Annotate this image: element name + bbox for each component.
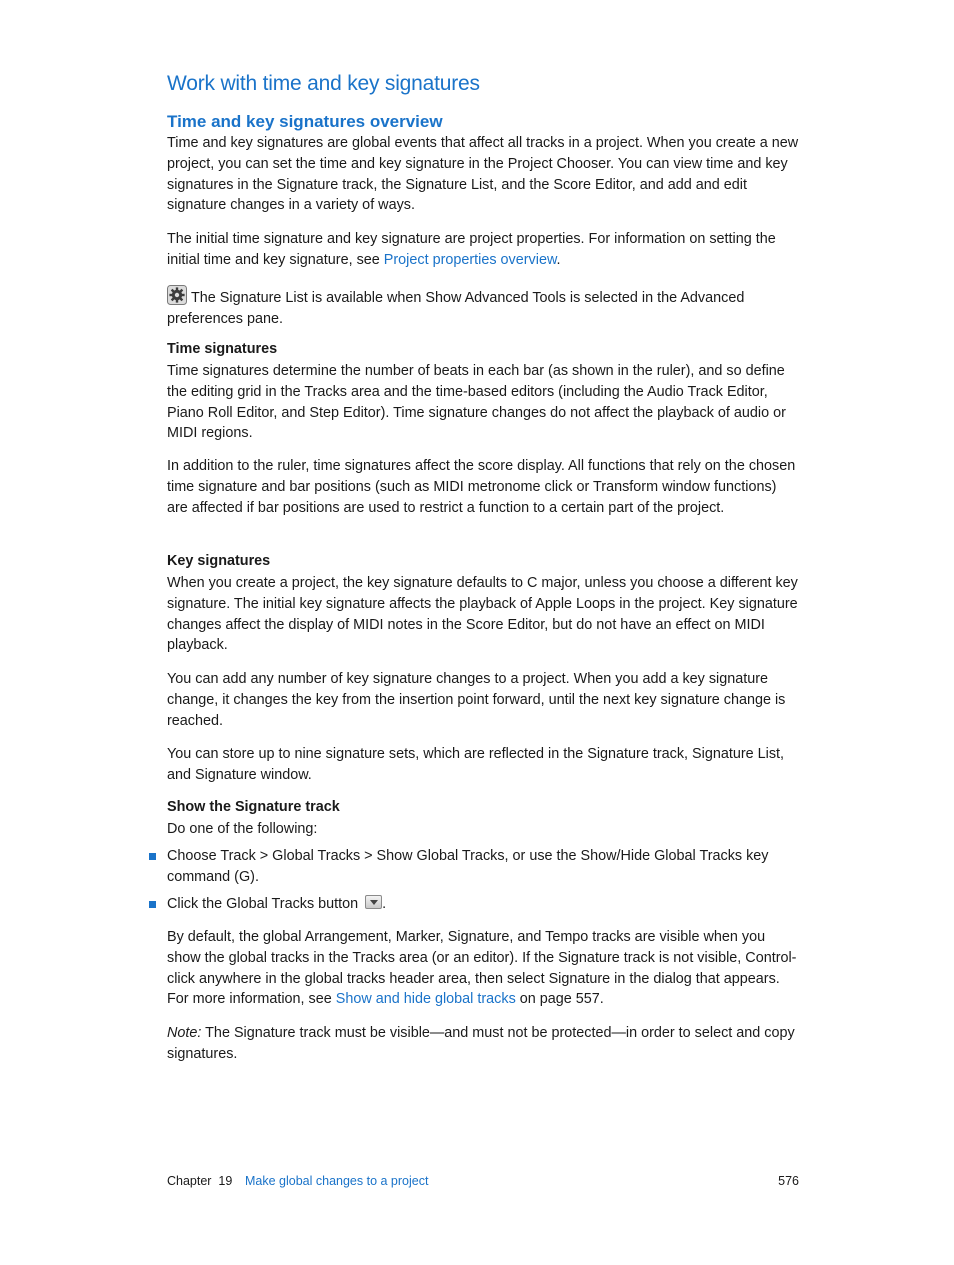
key-signatures-paragraph-3: You can store up to nine signature sets, which are reflected in the Signature track, Signature List, and Signature window. — [167, 746, 785, 783]
bullet-text: Choose Track > Global Tracks > Show Global Tracks, or use the Show/Hide Global Tracks key command (G). — [167, 848, 769, 885]
global-tracks-button-icon — [365, 895, 382, 909]
advanced-tools-note — [167, 285, 799, 330]
list-item — [167, 846, 799, 888]
bullet-icon — [149, 853, 156, 860]
time-signatures-paragraph-1: Time signatures determine the number of beats in each bar (as shown in the ruler), and so define the editing grid in the Tracks area and the time-based editors (including the Audio Track Editor, Piano Roll Editor, and Step Editor). Time signature changes do not affect the playback of audio or MIDI regions. — [167, 363, 786, 442]
bullet-icon — [149, 901, 156, 908]
bullet-text-end: . — [382, 896, 387, 912]
gear-icon — [167, 285, 187, 305]
key-signatures-heading: Key signatures — [167, 553, 271, 569]
section-title: Time and key signatures overview — [167, 112, 443, 131]
page-number: 576 — [778, 1174, 799, 1188]
key-signatures-paragraph-1: When you create a project, the key signature defaults to C major, unless you choose a different key signature. The initial key signature affects the playback of Apple Loops in the project. Key signature changes affect the display of MIDI notes in the Score Editor, but do not have an effect on MIDI playback. — [167, 575, 798, 654]
paragraph-text-end: on page 557. — [515, 991, 604, 1008]
project-properties-link[interactable]: Project properties overview — [383, 251, 557, 268]
time-signatures-paragraph-2: In addition to the ruler, time signatures affect the score display. All functions that rely on the chosen time signature and bar positions (such as MIDI metronome click or Transform window functions) are affected if bar positions are used to restrict a function to a certain part of the project. — [167, 458, 796, 516]
overview-paragraph: Time and key signatures are global events that affect all tracks in a project. When you create a new project, you can set the time and key signature in the Project Chooser. You can view time and key signatures in the Signature track, the Signature List, and the Score Editor, and add and edit signature changes in a variety of ways. — [167, 135, 799, 214]
show-track-heading: Show the Signature track — [167, 799, 340, 815]
paragraph-text: The initial time signature and key signature are project properties. For information on setting the initial time and key signature, see — [167, 231, 776, 268]
note-paragraph — [167, 1023, 799, 1065]
bullet-text: Click the Global Tracks button — [167, 896, 363, 912]
list-item — [167, 894, 799, 915]
footer-chapter-link[interactable]: Make global changes to a project — [245, 1174, 429, 1188]
note-label: Note: — [167, 1025, 202, 1041]
show-track-intro: Do one of the following: — [167, 821, 318, 837]
note-text: The Signature track must be visible—and must not be protected—in order to select and copy signatures. — [167, 1025, 795, 1062]
footer-chapter: Chapter 19 — [167, 1174, 233, 1188]
advanced-note-text: The Signature List is available when Show Advanced Tools is selected in the Advanced preferences pane. — [167, 290, 745, 327]
key-signatures-paragraph-2: You can add any number of key signature changes to a project. When you add a key signature change, it changes the key from the insertion point forward, until the next key signature change is reached. — [167, 671, 786, 729]
show-hide-global-tracks-link[interactable]: Show and hide global tracks — [335, 991, 516, 1008]
paragraph-text: By default, the global Arrangement, Marker, Signature, and Tempo tracks are visible when you show the global tracks in the Tracks area (or an editor). If the Signature track is not visible, Control-click anywhere in the global tracks header area, then select Signature in the dialog that appears. For more information, see — [167, 929, 797, 1008]
page-title: Work with time and key signatures — [167, 72, 480, 95]
time-signatures-heading: Time signatures — [167, 341, 278, 357]
paragraph-text-end: . — [556, 251, 561, 268]
global-tracks-paragraph — [167, 927, 799, 1010]
initial-signature-paragraph — [167, 229, 799, 271]
